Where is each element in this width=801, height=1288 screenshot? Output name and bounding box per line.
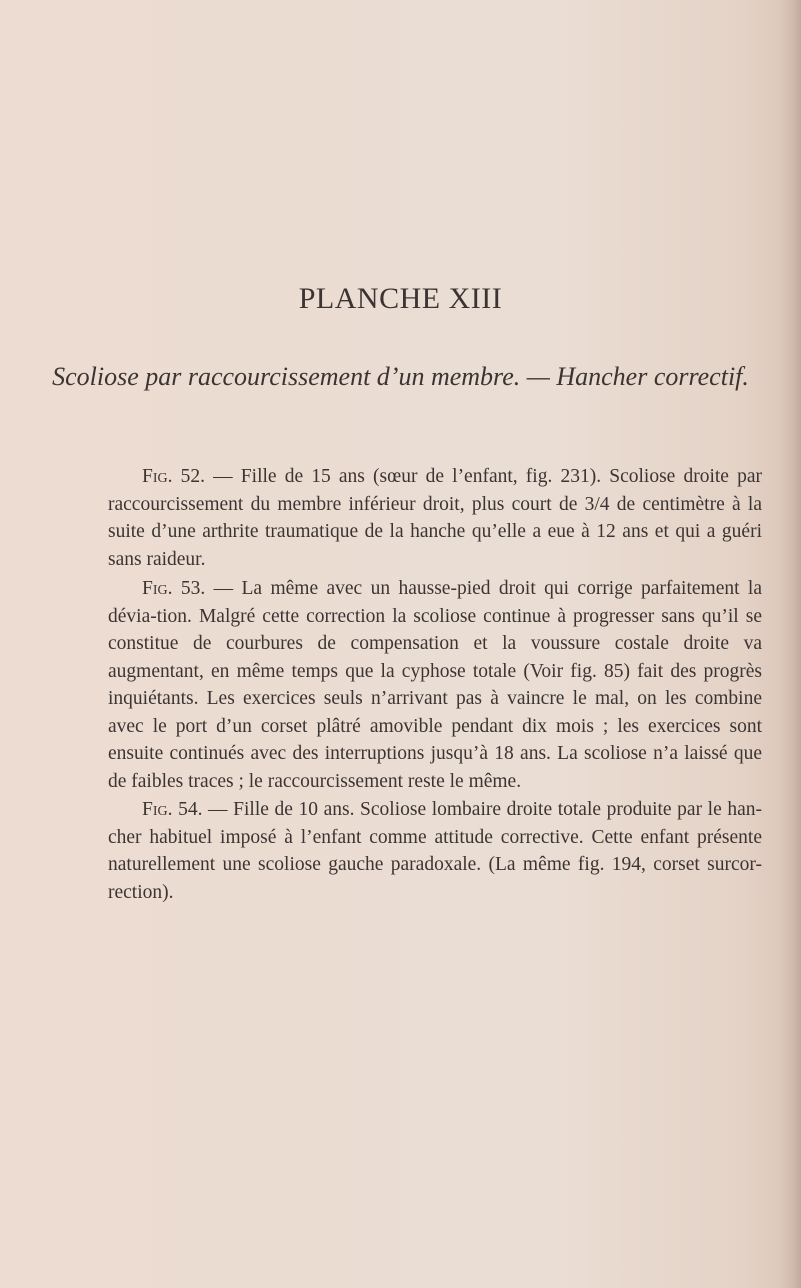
plate-subtitle: Scoliose par raccourcissement d’un membre. — Hancher correctif. <box>52 362 749 391</box>
page-edge-shadow <box>779 0 801 1288</box>
figure-caption-text: 52. — Fille de 15 ans (sœur de l’enfant, fig. 231). Scoliose droite par raccourcissement du membre inférieur droit, plus court de 3/4 de centimètre à la suite d’une arthrite traumatique de la hanche qu’elle a eue à 12 ans et qui a guéri sans raideur. <box>108 466 762 570</box>
plate-title: PLANCHE XIII <box>298 282 503 315</box>
figure-label: Fig. <box>142 799 173 820</box>
figure-caption-52 <box>108 463 762 573</box>
figure-label: Fig. <box>142 466 173 487</box>
figure-caption-text: 53. — La même avec un hausse-pied droit qui corrige parfaitement la dévia-tion. Malgré cette correction la scoliose continue à progresser sans qu’il se constitue de courbures de compensation et la voussure costale droite va augmentant, en même temps que la cyphose totale (Voir fig. 85) fait des progrès inquiétants. Les exercices seuls n’arrivant pas à vaincre le mal, on les combine avec le port d’un corset plâtré amovible pendant dix mois ; les exercices sont ensuite continués avec des interruptions jusqu’à 18 ans. La scoliose n’a laissé que de faibles traces ; le raccourcissement reste le même. <box>108 578 762 792</box>
figure-label: Fig. <box>142 578 173 599</box>
figure-caption-53 <box>108 575 762 795</box>
figure-caption-text: 54. — Fille de 10 ans. Scoliose lombaire droite totale produite par le han-cher habituel imposé à l’enfant comme attitude corrective. Cette enfant présente naturellement une scoliose gauche paradoxale. (La même fig. 194, corset surcor-rection). <box>108 799 762 903</box>
figure-caption-54 <box>108 796 762 906</box>
